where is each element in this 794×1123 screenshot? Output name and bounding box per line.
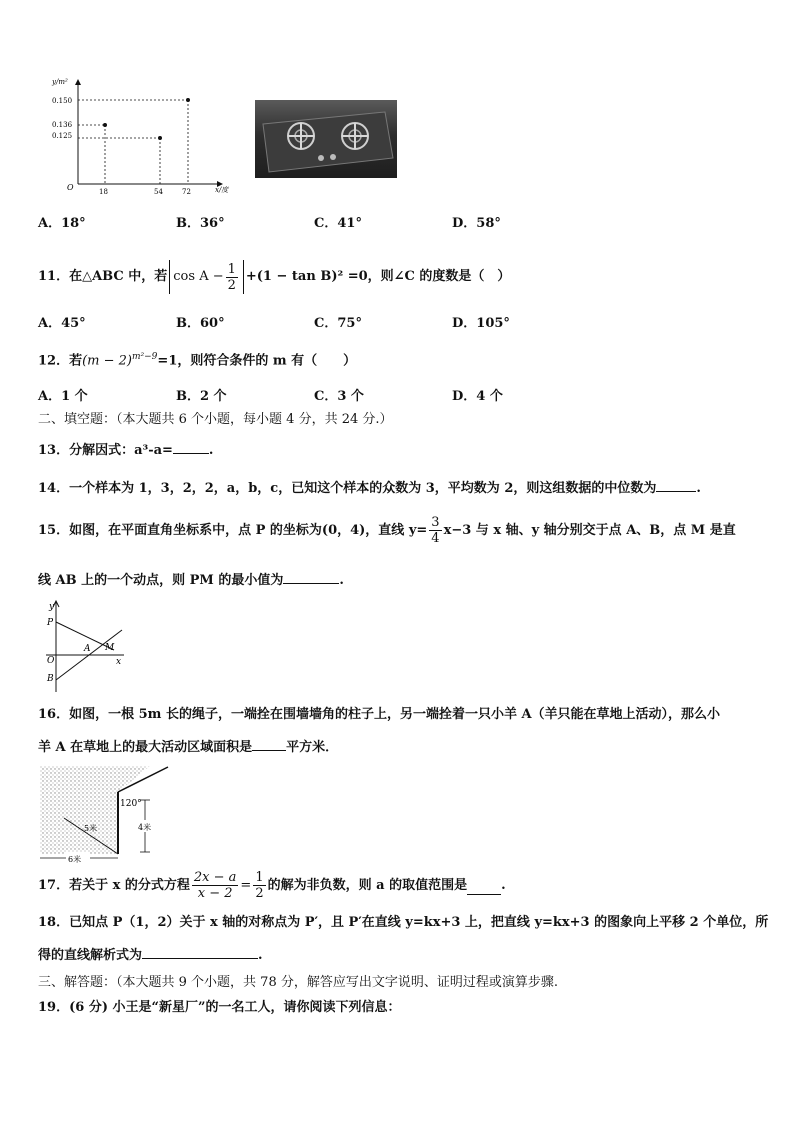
q10-option-d: D．58° xyxy=(452,216,501,231)
q15-answer-blank[interactable] xyxy=(283,571,339,584)
q15-figure xyxy=(44,598,134,694)
svg-text:y: y xyxy=(49,602,55,612)
q11-option-b: B．60° xyxy=(176,316,225,331)
q10-y-tick: 0.125 xyxy=(52,132,73,140)
q16-question-line2: 羊 A 在草地上的最大活动区域面积是 平方米． xyxy=(38,740,339,755)
q10-x-tick: 54 xyxy=(154,188,163,196)
section-3-heading: 三、解答题：（本大题共 9 个小题，共 78 分，解答应写出文字说明、证明过程或演算步骤. xyxy=(38,975,558,990)
svg-text:P: P xyxy=(47,618,54,628)
q10-y-tick: 0.150 xyxy=(52,97,73,105)
q10-option-a: A．18° xyxy=(38,216,86,231)
svg-text:A: A xyxy=(84,644,91,654)
q11-abs-value: cos A − $\frac{1}{2}$ xyxy=(169,260,244,294)
q16-figure xyxy=(38,764,174,864)
q11-question: 11．在△ABC 中，若 cos A − $\frac{1}{2}$ +(1 − tan B)² =0，则∠C 的度数是（ ） xyxy=(38,261,511,293)
q12-option-b: B．2 个 xyxy=(176,389,227,404)
q10-x-tick: 72 xyxy=(182,188,191,196)
q10-chart xyxy=(50,72,250,197)
q13-answer-blank[interactable] xyxy=(173,441,209,454)
q12-question: 12．若$(m - 2)^{m^2-9}=1$，则符合条件的 m 有（ ） xyxy=(38,352,357,369)
q18-question-line2: 得的直线解析式为 . xyxy=(38,948,263,963)
q19-question: 19．(6 分) 小王是“新星厂”的一名工人，请你阅读下列信息： xyxy=(38,1000,401,1015)
q14-question: 14．一个样本为 1，3，2，2，a，b，c，已知这个样本的众数为 3，平均数为 2，则这组数据的中位数为 . xyxy=(38,481,701,496)
gas-stove-photo-icon xyxy=(255,100,397,178)
q11-option-a: A．45° xyxy=(38,316,86,331)
q17-question: 17．若关于 x 的分式方程 $\frac{2x - a}{x - 2}$ = $\frac{1}{2}$ 的解为非负数，则 a 的取值范围是 . xyxy=(38,870,506,901)
svg-text:x: x xyxy=(116,657,122,667)
q15-question-line2: 线 AB 上的一个动点，则 PM 的最小值为 . xyxy=(38,573,344,588)
q10-x-tick: 18 xyxy=(99,188,108,196)
q11-option-d: D．105° xyxy=(452,316,510,331)
q10-point xyxy=(158,136,162,140)
q12-option-a: A．1 个 xyxy=(38,389,88,404)
svg-text:O: O xyxy=(47,656,55,666)
q12-option-d: D．4 个 xyxy=(452,389,503,404)
q16-answer-blank[interactable] xyxy=(252,738,286,751)
q10-option-c: C．41° xyxy=(314,216,362,231)
q18-question: 18．已知点 P（1，2）关于 x 轴的对称点为 P′，且 P′在直线 y=kx+3 上，把直线 y=kx+3 的图象向上平移 2 个单位，所 xyxy=(38,915,769,930)
svg-text:120°: 120° xyxy=(120,799,142,809)
q10-point xyxy=(103,123,107,127)
q10-origin: O xyxy=(67,183,74,192)
q16-question: 16．如图，一根 5m 长的绳子，一端拴在围墙墙角的柱子上，另一端拴着一只小羊 A（羊只能在草地上活动），那么小 xyxy=(38,707,721,722)
q14-answer-blank[interactable] xyxy=(656,479,696,492)
svg-text:6米: 6米 xyxy=(68,855,82,864)
q10-y-label: y/m² xyxy=(52,78,68,86)
svg-text:4米: 4米 xyxy=(138,823,152,832)
q17-answer-blank[interactable] xyxy=(467,882,501,895)
q15-question: 15．如图，在平面直角坐标系中，点 P 的坐标为(0，4)，直线 y= $\frac{3}{4}$ x−3 与 x 轴、y 轴分别交于点 A、B，点 M 是直 xyxy=(38,515,736,546)
svg-text:M: M xyxy=(105,643,115,653)
q11-option-c: C．75° xyxy=(314,316,362,331)
q10-y-tick: 0.136 xyxy=(52,121,73,129)
q13-question: 13．分解因式：a³-a= . xyxy=(38,443,214,458)
q18-answer-blank[interactable] xyxy=(142,946,258,959)
q12-option-c: C．3 个 xyxy=(314,389,364,404)
q10-option-b: B．36° xyxy=(176,216,225,231)
section-2-heading: 二、填空题：（本大题共 6 个小题，每小题 4 分，共 24 分.） xyxy=(38,412,393,427)
q10-point xyxy=(186,98,190,102)
svg-text:5米: 5米 xyxy=(84,824,98,833)
svg-text:B: B xyxy=(47,674,54,684)
q10-x-label: x/度 xyxy=(215,186,229,194)
